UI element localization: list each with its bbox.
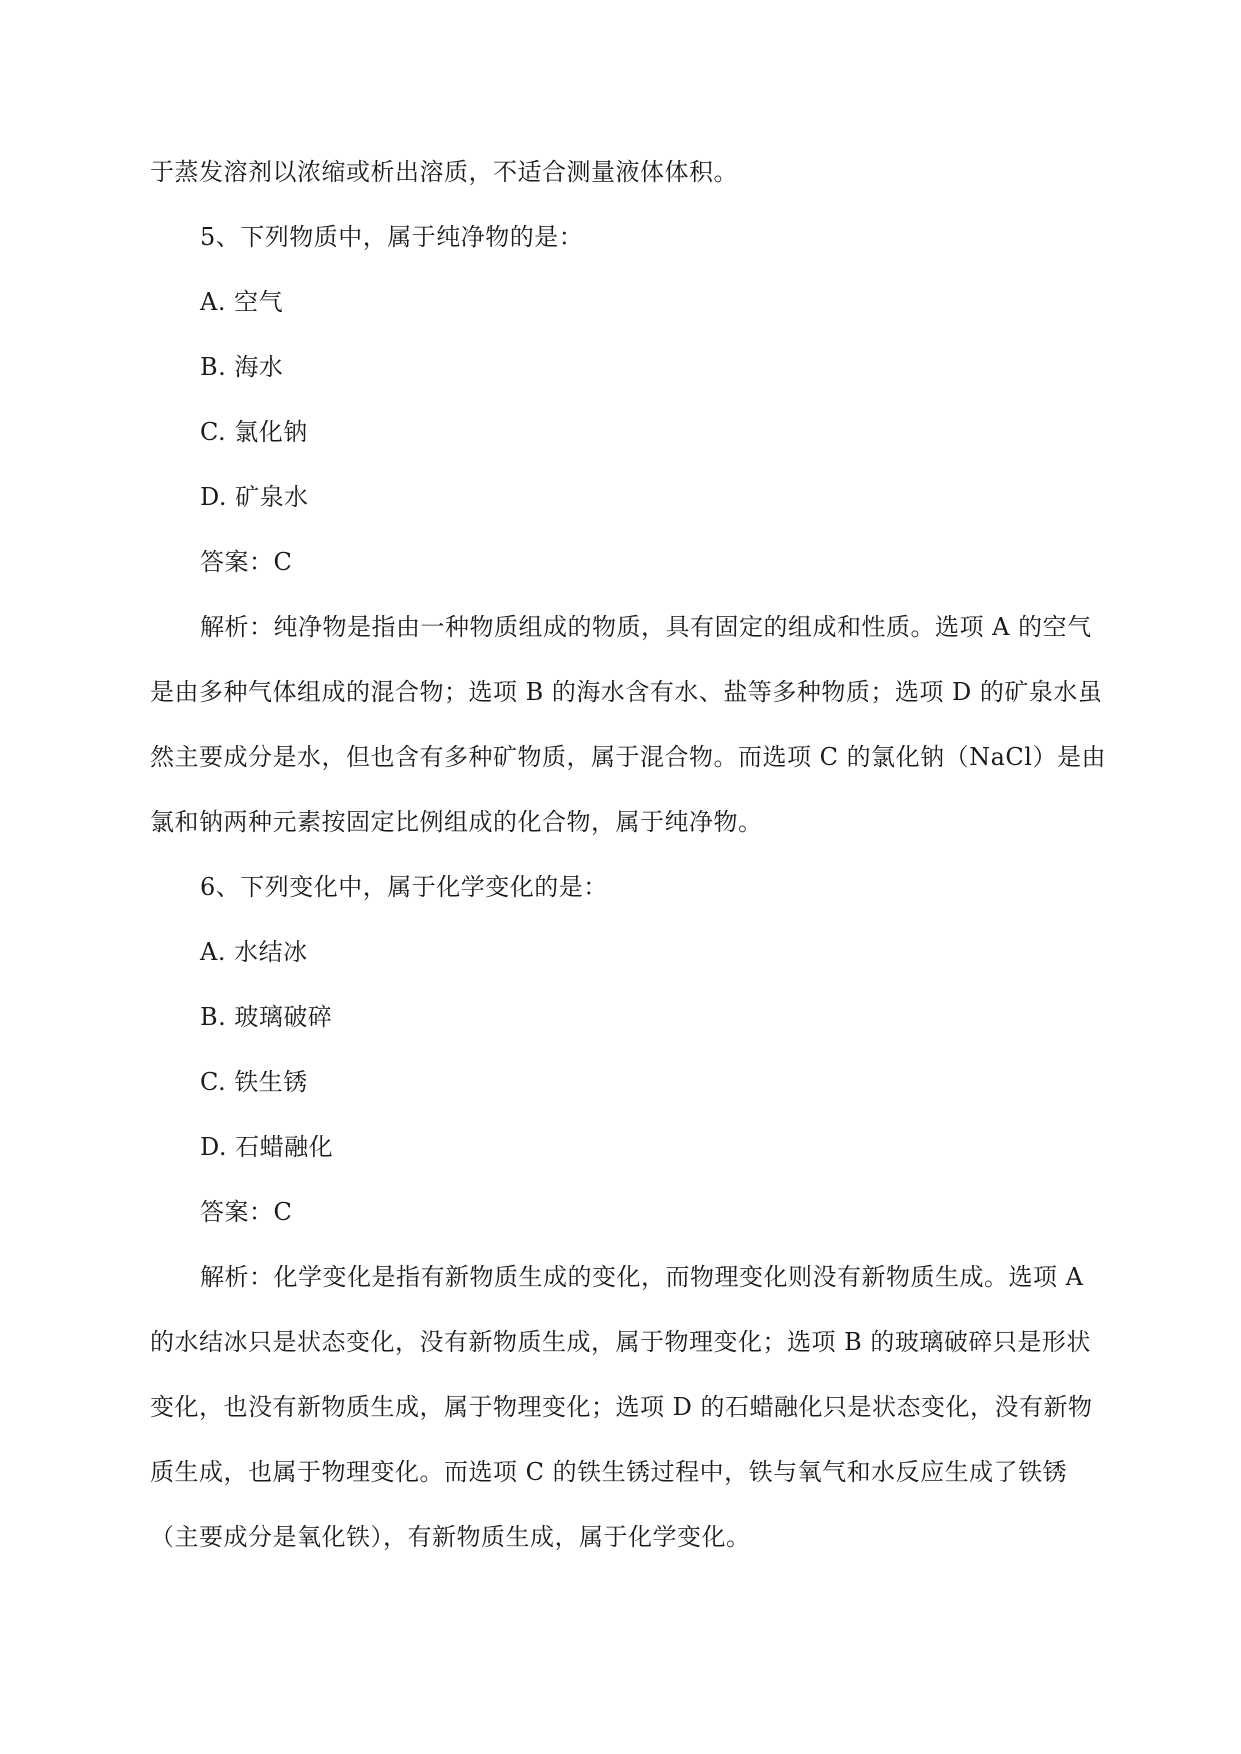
explanation-line: （主要成分是氧化铁），有新物质生成，属于化学变化。 — [150, 1523, 751, 1551]
intro-tail-text: 于蒸发溶剂以浓缩或析出溶质，不适合测量液体体积。 — [150, 158, 738, 186]
question-5-text: 5、下列物质中，属于纯净物的是： — [200, 223, 584, 251]
document-page — [150, 140, 1106, 1570]
question-5-answer: 答案：C — [200, 548, 293, 576]
explanation-line: 质生成，也属于物理变化。而选项 C 的铁生锈过程中，铁与氧气和水反应生成了铁锈 — [150, 1458, 1068, 1486]
question-6-option-b: B. 玻璃破碎 — [200, 1003, 333, 1031]
question-6-block — [150, 855, 1100, 1570]
question-6-explanation — [150, 1245, 1100, 1570]
explanation-line: 的水结冰只是状态变化，没有新物质生成，属于物理变化；选项 B 的玻璃破碎只是形状 — [150, 1328, 1091, 1356]
question-6-text: 6、下列变化中，属于化学变化的是： — [200, 873, 608, 901]
explanation-line: 氯和钠两种元素按固定比例组成的化合物，属于纯净物。 — [150, 808, 763, 836]
question-5-option-c: C. 氯化钠 — [200, 418, 308, 446]
question-6-option-a: A. 水结冰 — [200, 938, 308, 966]
question-5-explanation — [150, 595, 1106, 855]
question-6-answer: 答案：C — [200, 1198, 293, 1226]
explanation-line: 解析：纯净物是指由一种物质组成的物质，具有固定的组成和性质。选项 A 的空气 — [200, 613, 1092, 641]
question-5-option-a: A. 空气 — [200, 288, 284, 316]
question-5-block — [150, 205, 1106, 855]
explanation-line: 然主要成分是水，但也含有多种矿物质，属于混合物。而选项 C 的氯化钠（NaCl）是由 — [150, 743, 1106, 771]
explanation-line: 解析：化学变化是指有新物质生成的变化，而物理变化则没有新物质生成。选项 A — [200, 1263, 1084, 1291]
explanation-line: 是由多种气体组成的混合物；选项 B 的海水含有水、盐等多种物质；选项 D 的矿泉水虽 — [150, 678, 1103, 706]
question-5-option-b: B. 海水 — [200, 353, 284, 381]
explanation-line: 变化，也没有新物质生成，属于物理变化；选项 D 的石蜡融化只是状态变化，没有新物 — [150, 1393, 1093, 1421]
question-6-option-d: D. 石蜡融化 — [200, 1133, 334, 1161]
question-5-option-d: D. 矿泉水 — [200, 483, 309, 511]
question-6-option-c: C. 铁生锈 — [200, 1068, 308, 1096]
